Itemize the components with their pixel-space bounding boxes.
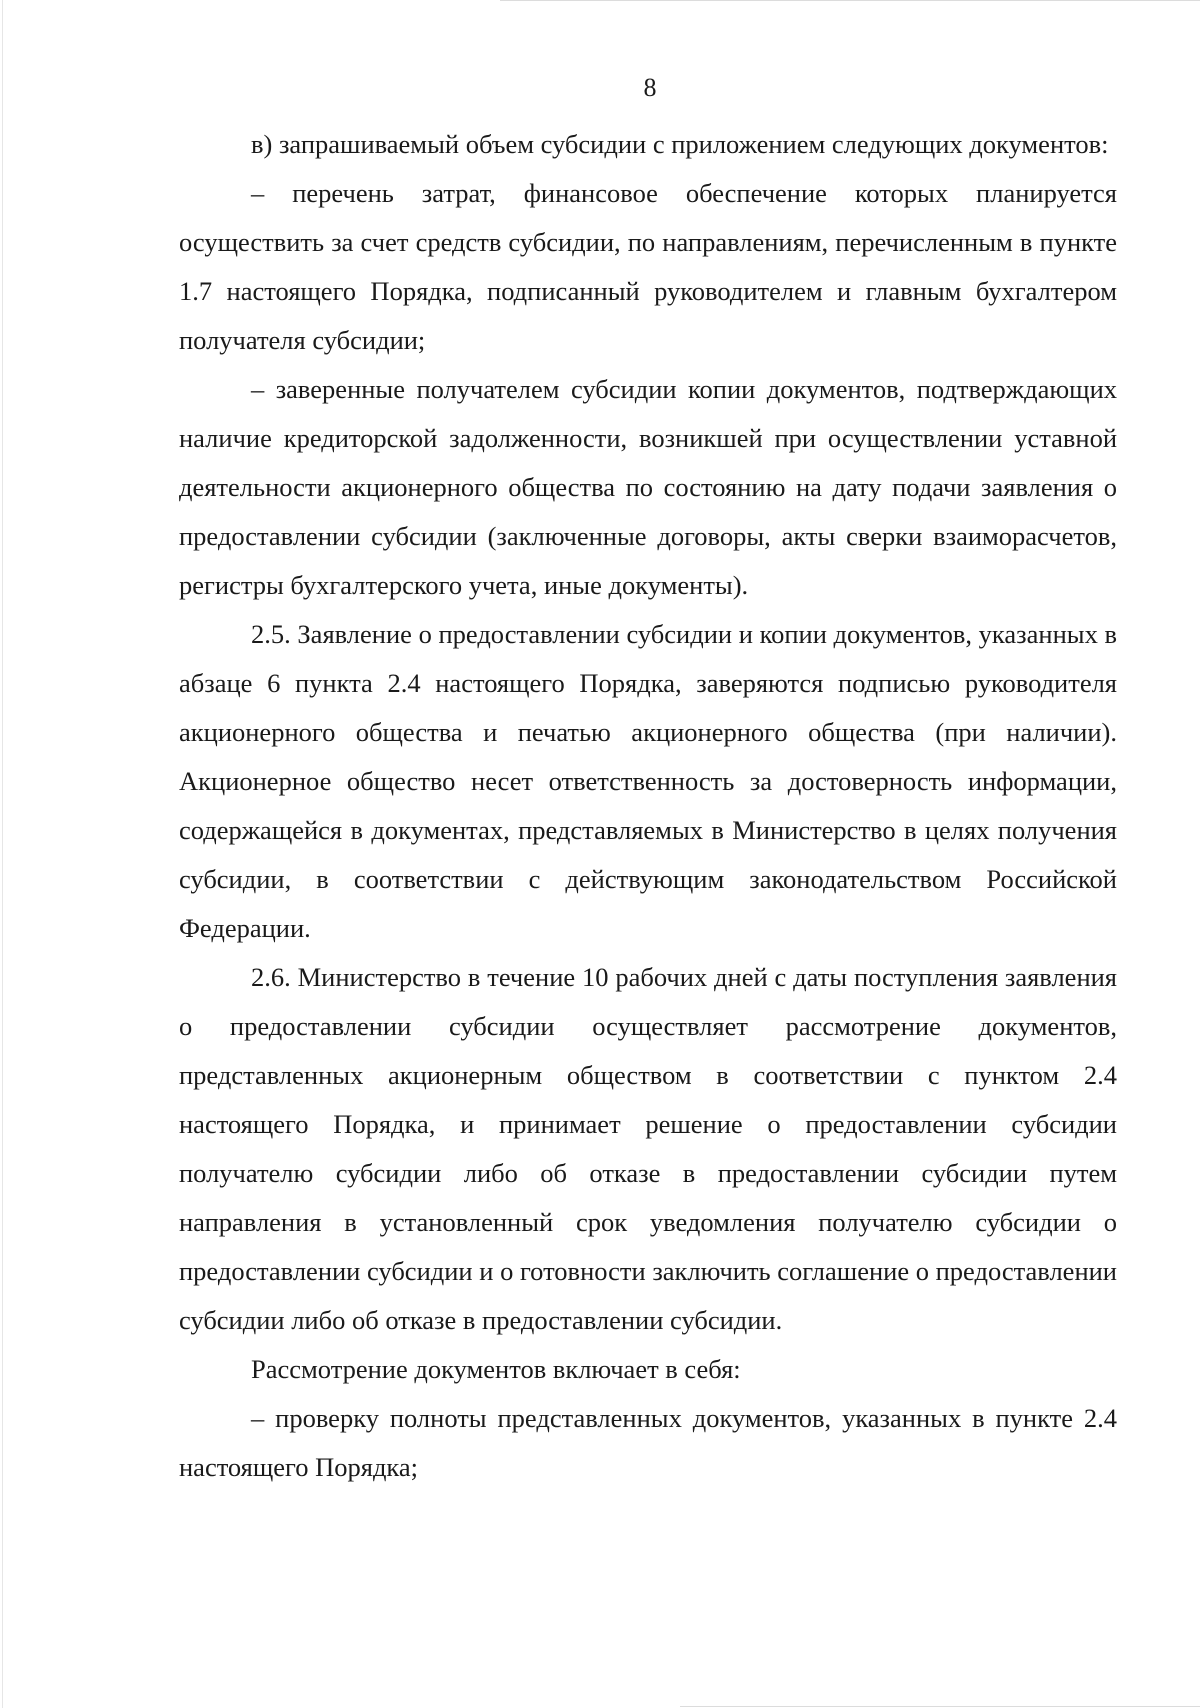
paragraph-section-2-6: 2.6. Министерство в течение 10 рабочих дней с даты поступления заявления о предоставлении субсидии осуществляет рассмотрение документов, представленных акционерным обществом в соответствии с пунктом 2.4 настоящего Порядка, и принимает решение о предоставлении субсидии получателю субсидии либо об отказе в предоставлении субсидии путем направления в установленный срок уведомления получателю субсидии о предоставлении субсидии и о готовности заключить соглашение о предоставлении субсидии либо об отказе в предоставлении субсидии. — [179, 962, 1117, 1335]
scan-edge-line-top — [500, 0, 1200, 1]
scan-edge-line-left — [2, 0, 3, 1708]
paragraph-section-2-5: 2.5. Заявление о предоставлении субсидии и копии документов, указанных в абзаце 6 пункта 2.4 настоящего Порядка, заверяются подписью руководителя акционерного общества и печатью акционерного общества (при наличии). Акционерное общество несет ответственность за достоверность информации, содержащейся в документах, представляемых в Министерство в целях получения субсидии, в соответствии с действующим законодательством Российской Федерации. — [179, 619, 1117, 943]
paragraph-completeness-check: – проверку полноты представленных документов, указанных в пункте 2.4 настоящего Порядка; — [179, 1403, 1117, 1482]
paragraph-requested-amount: в) запрашиваемый объем субсидии с приложением следующих документов: — [251, 129, 1109, 159]
document-body — [179, 120, 1117, 1492]
paragraph-certified-copies: – заверенные получателем субсидии копии документов, подтверждающих наличие кредиторской задолженности, возникшей при осуществлении уставной деятельности акционерного общества по состоянию на дату подачи заявления о предоставлении субсидии (заключенные договоры, акты сверки взаиморасчетов, регистры бухгалтерского учета, иные документы). — [179, 374, 1117, 600]
paragraph-review-includes: Рассмотрение документов включает в себя: — [251, 1354, 741, 1384]
page-number: 8 — [643, 73, 657, 102]
paragraph-cost-list: – перечень затрат, финансовое обеспечение которых планируется осуществить за счет средств субсидии, по направлениям, перечисленным в пункте 1.7 настоящего Порядка, подписанный руководителем и главным бухгалтером получателя субсидии; — [179, 178, 1117, 355]
scan-edge-line-bottom — [680, 1706, 1200, 1707]
